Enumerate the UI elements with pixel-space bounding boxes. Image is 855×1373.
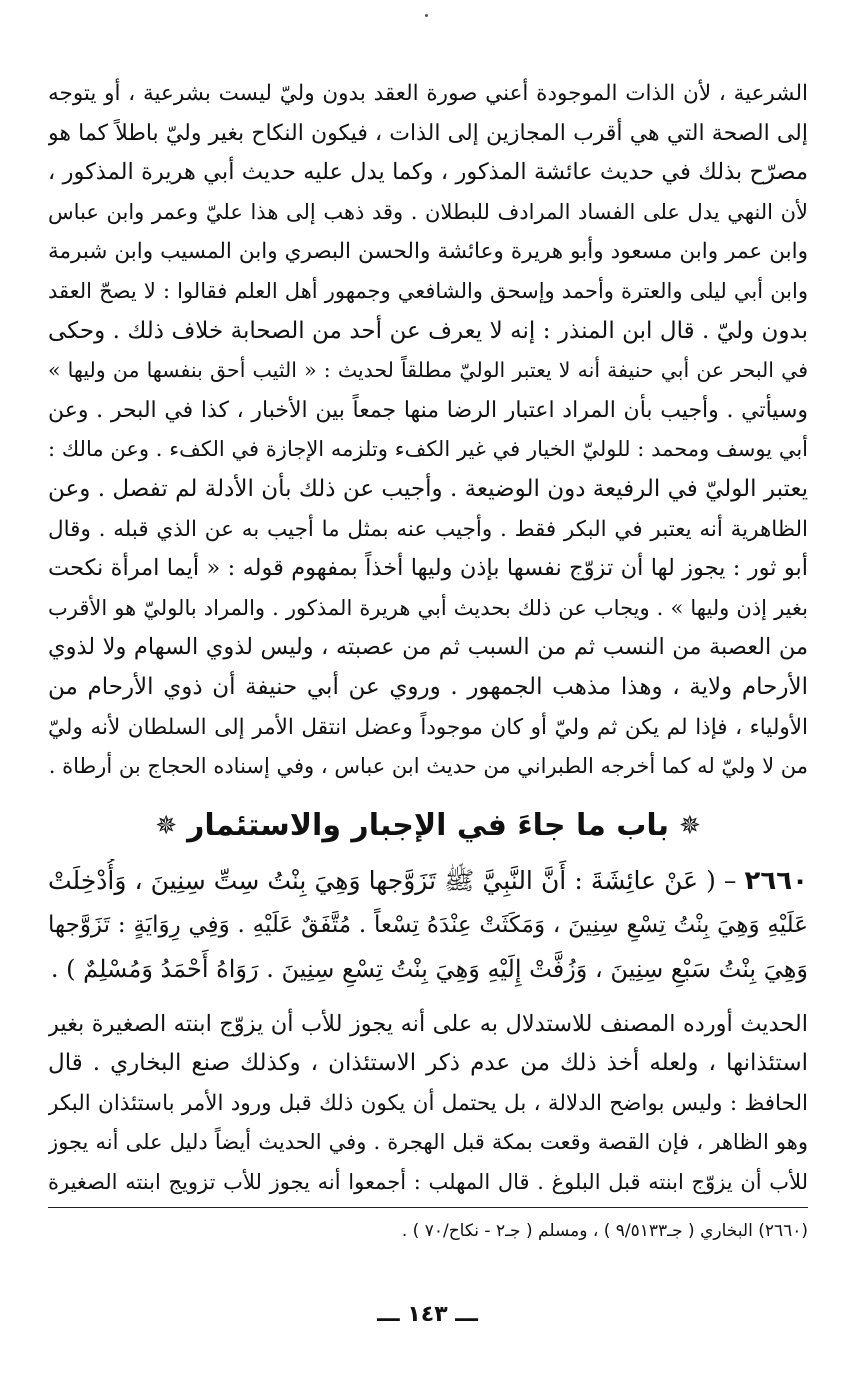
- explanation-line: استئذانها ، ولعله أخذ ذلك من عدم ذكر الاستئذان ، وكذلك صنع البخاري . قال: [48, 1050, 808, 1077]
- commentary-line: في البحر عن أبي حنيفة أنه لا يعتبر الوليّ مطلقاً لحديث : « الثيب أحق بنفسها من وليها »: [48, 358, 808, 383]
- commentary-line: وابن أبي ليلى والعترة وأحمد وإسحق والشافعي وجمهور أهل العلم فقالوا : لا يصحّ العقد: [48, 278, 808, 303]
- footnote-divider: [48, 1207, 808, 1208]
- commentary-line: لأن النهي يدل على الفساد المرادف للبطلان . وقد ذهب إلى هذا عليّ وعمر وابن عباس: [48, 199, 808, 224]
- chapter-heading: [48, 797, 808, 855]
- commentary-line: الأولياء ، فإذا لم يكن ثم وليّ أو كان موجوداً وعضل انتقل الأمر إلى السلطان لأنه وليّ: [48, 714, 808, 740]
- page-speck: [425, 14, 428, 17]
- commentary-line: أبي يوسف ومحمد : للوليّ الخيار في غير الكفء وتلزمه الإجازة في الكفء . وعن مالك :: [48, 437, 808, 462]
- star-ornament-icon: ✵: [678, 810, 701, 841]
- commentary-line: الأرحام ولاية ، وهذا مذهب الجمهور . وروي عن أبي حنيفة أن ذوي الأرحام من: [48, 673, 808, 700]
- chapter-title: باب ما جاءَ في الإجبار والاستئمار: [187, 808, 669, 844]
- explanation-line: للأب أن يزوّج ابنته قبل البلوغ . قال المهلب : أجمعوا أنه يجوز للأب تزويج ابنته الصغيرة: [48, 1170, 808, 1195]
- book-page: [48, 74, 808, 1244]
- hadith-number: ٢٦٦٠: [744, 865, 808, 896]
- hadith-line-text: – ( عَنْ عائِشَةَ : أَنَّ النَّبِيَّ ﷺ تَزَوَّجها وَهِيَ بِنْتُ سِتِّ سِنِينَ ، وَأُدْخِلَتْ: [48, 865, 737, 895]
- hadith-line: [48, 859, 808, 903]
- hadith-line: عَلَيْهِ وَهِيَ بِنْتُ تِسْعِ سِنِينَ ، وَمَكَثَتْ عِنْدَهُ تِسْعاً . مُتَّفَقٌ عَلَيْهِ . وَفِي رِوَايَةٍ : تَزَوَّجها: [48, 911, 808, 938]
- commentary-line: من العصبة من النسب ثم من السبب ثم من عصبته ، وليس لذوي السهام ولا لذوي: [48, 634, 808, 661]
- commentary-line: إلى الصحة التي هي أقرب المجازين إلى الذات ، فيكون النكاح بغير وليّ باطلاً كما هو: [48, 120, 808, 146]
- explanation-line: وهو الظاهر ، فإن القصة وقعت بمكة قبل الهجرة . وفي الحديث أيضاً دليل على أنه يجوز: [48, 1130, 808, 1155]
- explanation-line: الحافظ : وليس بواضح الدلالة ، بل يحتمل أن يكون ذلك قبل ورود الأمر باستئذان البكر: [48, 1090, 808, 1116]
- explanation-text: [48, 1005, 808, 1203]
- page-number: ـــ ١٤٣ ـــ: [377, 1302, 478, 1327]
- hadith-text: [48, 859, 808, 991]
- commentary-line: الظاهرية أنه يعتبر في البكر فقط . وأجيب عنه بمثل ما أجيب به عن الذي قبله . وقال: [48, 516, 808, 542]
- footnote: (٢٦٦٠) البخاري ( جـ٩/٥١٣٣ ) ، ومسلم ( جـ٢ - نكاح/٧٠ ) .: [401, 1220, 808, 1241]
- commentary-line: يعتبر الوليّ في الرفيعة دون الوضيعة . وأجيب عن ذلك بأن الأدلة لم تفصل . وعن: [48, 475, 808, 502]
- star-ornament-icon: ✵: [155, 810, 178, 841]
- commentary-line: مصرّح بذلك في حديث عائشة المذكور ، وكما يدل عليه حديث أبي هريرة المذكور ،: [48, 159, 808, 186]
- commentary-line: بغير إذن وليها » . ويجاب عن ذلك بحديث أبي هريرة المذكور . والمراد بالوليّ هو الأقرب: [48, 595, 808, 620]
- commentary-line: وابن عمر وابن مسعود وأبو هريرة وعائشة والحسن البصري وابن المسيب وابن شبرمة: [48, 239, 808, 265]
- explanation-line: الحديث أورده المصنف للاستدلال به على أنه يجوز للأب أن يزوّج ابنته الصغيرة بغير: [48, 1010, 808, 1037]
- commentary-text: [48, 74, 808, 787]
- commentary-line: أبو ثور : يجوز لها أن تزوّج نفسها بإذن وليها أخذاً بمفهوم قوله : « أيما امرأة نكحت: [48, 555, 808, 582]
- commentary-line: بدون وليّ . قال ابن المنذر : إنه لا يعرف عن أحد من الصحابة خلاف ذلك . وحكى: [48, 317, 808, 344]
- commentary-line: من لا وليّ له كما أخرجه الطبراني من حديث ابن عباس ، وفي إسناده الحجاج بن أرطاة .: [48, 754, 808, 779]
- commentary-line: وسيأتي . وأجيب بأن المراد اعتبار الرضا منها جمعاً بين الأخبار ، كذا في البحر . وعن: [48, 397, 808, 423]
- commentary-line: الشرعية ، لأن الذات الموجودة أعني صورة العقد بدون وليّ ليست بشرعية ، أو يتوجه: [48, 81, 808, 106]
- hadith-line: وَهِيَ بِنْتُ سَبْعِ سِنِينَ ، وَزُفَّتْ إِلَيْهِ وَهِيَ بِنْتُ تِسْعِ سِنِينَ . رَوَاهُ أَحْمَدُ وَمُسْلِمٌ ) .: [50, 954, 808, 983]
